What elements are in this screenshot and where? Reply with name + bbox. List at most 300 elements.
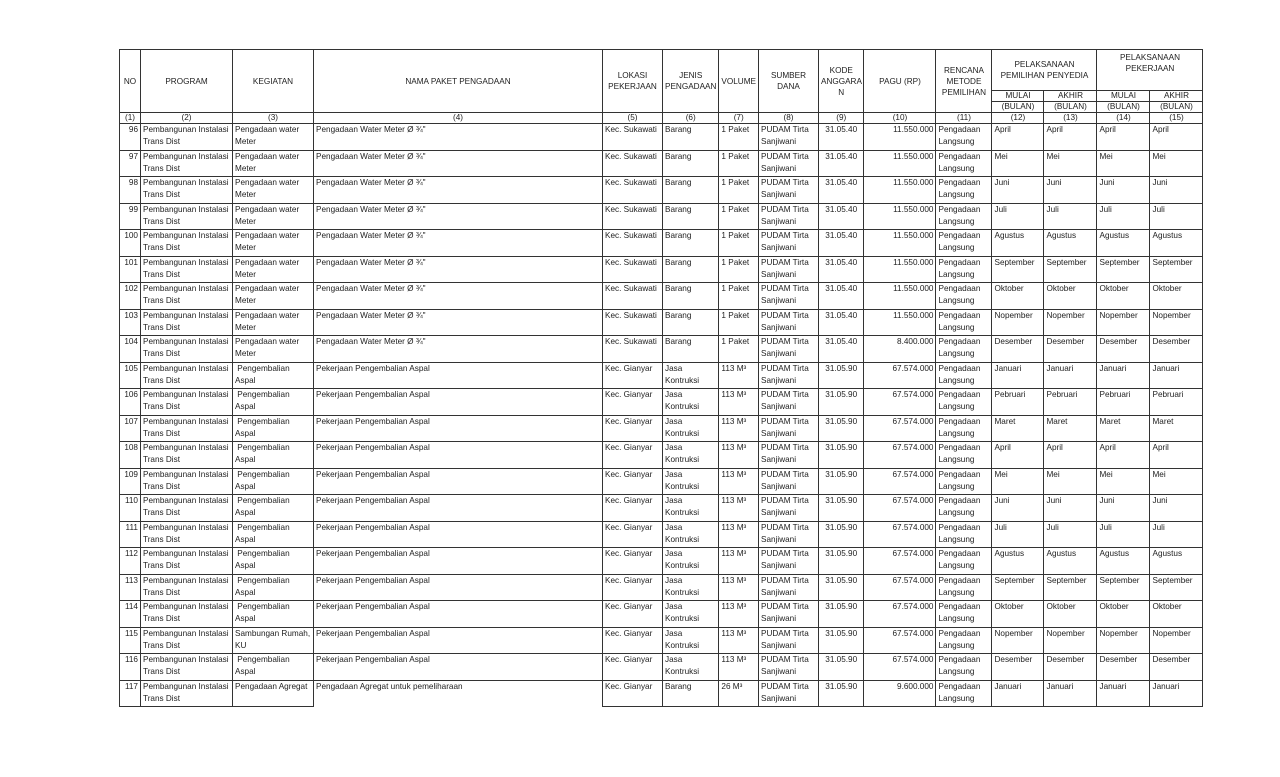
row-mulai-pekerjaan: Januari — [1097, 362, 1150, 389]
row-nama-paket: Pengadaan Water Meter Ø ¾" — [314, 256, 603, 283]
row-lokasi: Kec. Gianyar — [603, 680, 663, 707]
row-no: 103 — [120, 309, 141, 336]
row-mulai-pekerjaan: September — [1097, 256, 1150, 283]
row-nama-paket: Pengadaan Water Meter Ø ¾" — [314, 150, 603, 177]
row-jenis: Jasa Kontruksi — [663, 415, 719, 442]
row-pagu: 67.574.000 — [864, 654, 936, 681]
row-sumber-dana: PUDAM Tirta Sanjiwani — [758, 495, 818, 522]
row-kode-anggaran: 31.05.40 — [818, 283, 864, 310]
row-program: Pembangunan Instalasi Trans Dist — [141, 521, 233, 548]
row-lokasi: Kec. Gianyar — [603, 574, 663, 601]
row-kegiatan: Sambungan Rumah, KU — [233, 627, 314, 654]
row-nama-paket: Pengadaan Water Meter Ø ¾" — [314, 283, 603, 310]
row-mulai-pemilihan: Agustus — [992, 548, 1044, 575]
row-sumber-dana: PUDAM Tirta Sanjiwani — [758, 203, 818, 230]
row-nama-paket: Pekerjaan Pengembalian Aspal — [314, 601, 603, 628]
table-row — [120, 680, 1203, 707]
row-jenis: Jasa Kontruksi — [663, 442, 719, 469]
row-nama-paket: Pekerjaan Pengembalian Aspal — [314, 362, 603, 389]
row-kode-anggaran: 31.05.90 — [818, 442, 864, 469]
row-sumber-dana: PUDAM Tirta Sanjiwani — [758, 124, 818, 151]
row-pagu: 11.550.000 — [864, 203, 936, 230]
row-akhir-pekerjaan: Pebruari — [1150, 389, 1203, 416]
row-mulai-pekerjaan: Nopember — [1097, 309, 1150, 336]
row-kode-anggaran: 31.05.40 — [818, 177, 864, 204]
header-no: NO — [120, 50, 141, 113]
row-lokasi: Kec. Gianyar — [603, 442, 663, 469]
column-number: (13) — [1044, 113, 1097, 124]
row-lokasi: Kec. Gianyar — [603, 468, 663, 495]
row-mulai-pemilihan: Juni — [992, 177, 1044, 204]
row-kegiatan: Pengadaan Agregat — [233, 680, 314, 707]
row-mulai-pekerjaan: Januari — [1097, 680, 1150, 707]
row-volume: 113 M³ — [719, 654, 759, 681]
row-volume: 1 Paket — [719, 256, 759, 283]
row-nama-paket: Pekerjaan Pengembalian Aspal — [314, 627, 603, 654]
row-lokasi: Kec. Gianyar — [603, 654, 663, 681]
header-kode-anggaran: KODE ANGGARA N — [818, 50, 864, 113]
row-program: Pembangunan Instalasi Trans Dist — [141, 627, 233, 654]
header-pelaksanaan-pekerjaan: PELAKSANAAN PEKERJAAN — [1097, 50, 1203, 91]
row-volume: 1 Paket — [719, 230, 759, 257]
row-kode-anggaran: 31.05.40 — [818, 203, 864, 230]
row-metode: Pengadaan Langsung — [936, 336, 992, 363]
row-kode-anggaran: 31.05.90 — [818, 601, 864, 628]
row-volume: 113 M³ — [719, 442, 759, 469]
row-mulai-pemilihan: Oktober — [992, 283, 1044, 310]
row-akhir-pemilihan: Mei — [1044, 150, 1097, 177]
row-metode: Pengadaan Langsung — [936, 521, 992, 548]
row-metode: Pengadaan Langsung — [936, 256, 992, 283]
row-pagu: 11.550.000 — [864, 309, 936, 336]
row-program: Pembangunan Instalasi Trans Dist — [141, 362, 233, 389]
row-jenis: Barang — [663, 203, 719, 230]
row-mulai-pemilihan: Juli — [992, 203, 1044, 230]
row-akhir-pemilihan: Agustus — [1044, 230, 1097, 257]
row-mulai-pemilihan: Maret — [992, 415, 1044, 442]
row-nama-paket: Pengadaan Water Meter Ø ¾" — [314, 230, 603, 257]
row-lokasi: Kec. Gianyar — [603, 389, 663, 416]
row-volume: 1 Paket — [719, 309, 759, 336]
table-row — [120, 124, 1203, 151]
row-kode-anggaran: 31.05.90 — [818, 521, 864, 548]
row-kegiatan: Pengembalian Aspal — [233, 495, 314, 522]
row-akhir-pemilihan: Nopember — [1044, 309, 1097, 336]
row-metode: Pengadaan Langsung — [936, 124, 992, 151]
row-akhir-pekerjaan: Juni — [1150, 495, 1203, 522]
row-kode-anggaran: 31.05.40 — [818, 150, 864, 177]
row-mulai-pekerjaan: Juni — [1097, 177, 1150, 204]
row-mulai-pemilihan: Oktober — [992, 601, 1044, 628]
row-akhir-pekerjaan: Oktober — [1150, 283, 1203, 310]
row-akhir-pemilihan: Pebruari — [1044, 389, 1097, 416]
row-lokasi: Kec. Gianyar — [603, 362, 663, 389]
row-jenis: Barang — [663, 283, 719, 310]
row-pagu: 67.574.000 — [864, 601, 936, 628]
header-mulai-pemilihan: MULAI — [992, 91, 1044, 102]
row-volume: 1 Paket — [719, 203, 759, 230]
column-number: (10) — [864, 113, 936, 124]
row-volume: 1 Paket — [719, 283, 759, 310]
row-program: Pembangunan Instalasi Trans Dist — [141, 150, 233, 177]
row-mulai-pemilihan: Desember — [992, 336, 1044, 363]
row-lokasi: Kec. Sukawati — [603, 336, 663, 363]
row-lokasi: Kec. Sukawati — [603, 177, 663, 204]
row-sumber-dana: PUDAM Tirta Sanjiwani — [758, 627, 818, 654]
row-sumber-dana: PUDAM Tirta Sanjiwani — [758, 574, 818, 601]
row-mulai-pemilihan: September — [992, 574, 1044, 601]
row-mulai-pekerjaan: Mei — [1097, 150, 1150, 177]
row-program: Pembangunan Instalasi Trans Dist — [141, 654, 233, 681]
row-no: 96 — [120, 124, 141, 151]
row-sumber-dana: PUDAM Tirta Sanjiwani — [758, 230, 818, 257]
column-number: (15) — [1150, 113, 1203, 124]
header-pelaksanaan-pemilihan: PELAKSANAAN PEMILIHAN PENYEDIA — [992, 50, 1097, 91]
row-mulai-pekerjaan: Oktober — [1097, 601, 1150, 628]
row-program: Pembangunan Instalasi Trans Dist — [141, 203, 233, 230]
header-bulan: (BULAN) — [1097, 102, 1150, 113]
row-pagu: 67.574.000 — [864, 389, 936, 416]
row-jenis: Barang — [663, 256, 719, 283]
row-pagu: 67.574.000 — [864, 362, 936, 389]
row-sumber-dana: PUDAM Tirta Sanjiwani — [758, 336, 818, 363]
row-program: Pembangunan Instalasi Trans Dist — [141, 177, 233, 204]
row-volume: 113 M³ — [719, 627, 759, 654]
column-number: (2) — [141, 113, 233, 124]
row-metode: Pengadaan Langsung — [936, 680, 992, 707]
header-volume: VOLUME — [719, 50, 759, 113]
row-volume: 113 M³ — [719, 495, 759, 522]
row-pagu: 67.574.000 — [864, 495, 936, 522]
row-mulai-pemilihan: Juli — [992, 521, 1044, 548]
row-sumber-dana: PUDAM Tirta Sanjiwani — [758, 283, 818, 310]
row-nama-paket: Pengadaan Water Meter Ø ¾" — [314, 177, 603, 204]
row-akhir-pekerjaan: Juni — [1150, 177, 1203, 204]
row-metode: Pengadaan Langsung — [936, 495, 992, 522]
row-volume: 1 Paket — [719, 150, 759, 177]
table-row — [120, 442, 1203, 469]
table-row — [120, 654, 1203, 681]
row-kegiatan: Pengembalian Aspal — [233, 389, 314, 416]
row-pagu: 67.574.000 — [864, 468, 936, 495]
row-akhir-pekerjaan: Maret — [1150, 415, 1203, 442]
table-row — [120, 336, 1203, 363]
row-nama-paket: Pengadaan Water Meter Ø ¾" — [314, 336, 603, 363]
row-nama-paket: Pengadaan Water Meter Ø ¾" — [314, 309, 603, 336]
row-no: 97 — [120, 150, 141, 177]
row-mulai-pekerjaan: Juli — [1097, 203, 1150, 230]
row-kegiatan: Pengembalian Aspal — [233, 362, 314, 389]
row-jenis: Jasa Kontruksi — [663, 627, 719, 654]
header-jenis: JENIS PENGADAAN — [663, 50, 719, 113]
row-metode: Pengadaan Langsung — [936, 283, 992, 310]
row-jenis: Barang — [663, 309, 719, 336]
row-no: 104 — [120, 336, 141, 363]
row-kegiatan: Pengadaan water Meter — [233, 283, 314, 310]
row-no: 101 — [120, 256, 141, 283]
row-akhir-pemilihan: Nopember — [1044, 627, 1097, 654]
row-akhir-pemilihan: Juni — [1044, 177, 1097, 204]
row-jenis: Jasa Kontruksi — [663, 574, 719, 601]
column-number: (1) — [120, 113, 141, 124]
row-mulai-pemilihan: April — [992, 442, 1044, 469]
row-jenis: Jasa Kontruksi — [663, 389, 719, 416]
row-jenis: Jasa Kontruksi — [663, 654, 719, 681]
row-kode-anggaran: 31.05.40 — [818, 124, 864, 151]
row-jenis: Barang — [663, 680, 719, 707]
row-metode: Pengadaan Langsung — [936, 442, 992, 469]
row-akhir-pemilihan: Desember — [1044, 654, 1097, 681]
row-kegiatan: Pengadaan water Meter — [233, 309, 314, 336]
header-pagu: PAGU (RP) — [864, 50, 936, 113]
row-lokasi: Kec. Gianyar — [603, 627, 663, 654]
row-volume: 1 Paket — [719, 336, 759, 363]
row-akhir-pemilihan: Januari — [1044, 680, 1097, 707]
row-kegiatan: Pengembalian Aspal — [233, 468, 314, 495]
row-no: 102 — [120, 283, 141, 310]
row-jenis: Jasa Kontruksi — [663, 468, 719, 495]
row-mulai-pemilihan: Nopember — [992, 309, 1044, 336]
row-pagu: 11.550.000 — [864, 124, 936, 151]
row-mulai-pekerjaan: Juli — [1097, 521, 1150, 548]
row-volume: 113 M³ — [719, 548, 759, 575]
row-program: Pembangunan Instalasi Trans Dist — [141, 309, 233, 336]
column-number: (7) — [719, 113, 759, 124]
row-nama-paket: Pekerjaan Pengembalian Aspal — [314, 495, 603, 522]
row-nama-paket: Pengadaan Water Meter Ø ¾" — [314, 124, 603, 151]
row-akhir-pekerjaan: April — [1150, 124, 1203, 151]
row-program: Pembangunan Instalasi Trans Dist — [141, 230, 233, 257]
row-metode: Pengadaan Langsung — [936, 574, 992, 601]
row-sumber-dana: PUDAM Tirta Sanjiwani — [758, 150, 818, 177]
row-mulai-pemilihan: Januari — [992, 362, 1044, 389]
row-volume: 113 M³ — [719, 362, 759, 389]
row-mulai-pekerjaan: Oktober — [1097, 283, 1150, 310]
row-metode: Pengadaan Langsung — [936, 654, 992, 681]
row-kode-anggaran: 31.05.90 — [818, 548, 864, 575]
header-rencana-metode: RENCANA METODE PEMILIHAN — [936, 50, 992, 113]
row-nama-paket: Pekerjaan Pengembalian Aspal — [314, 442, 603, 469]
row-jenis: Jasa Kontruksi — [663, 495, 719, 522]
row-kegiatan: Pengadaan water Meter — [233, 203, 314, 230]
row-kode-anggaran: 31.05.90 — [818, 680, 864, 707]
row-sumber-dana: PUDAM Tirta Sanjiwani — [758, 521, 818, 548]
row-lokasi: Kec. Sukawati — [603, 256, 663, 283]
row-mulai-pemilihan: April — [992, 124, 1044, 151]
row-mulai-pemilihan: Mei — [992, 150, 1044, 177]
table-row — [120, 495, 1203, 522]
row-kegiatan: Pengadaan water Meter — [233, 150, 314, 177]
row-mulai-pekerjaan: September — [1097, 574, 1150, 601]
header-bulan: (BULAN) — [1150, 102, 1203, 113]
row-metode: Pengadaan Langsung — [936, 177, 992, 204]
row-pagu: 67.574.000 — [864, 442, 936, 469]
row-kode-anggaran: 31.05.40 — [818, 309, 864, 336]
row-lokasi: Kec. Sukawati — [603, 283, 663, 310]
row-lokasi: Kec. Sukawati — [603, 150, 663, 177]
row-volume: 26 M³ — [719, 680, 759, 707]
row-mulai-pekerjaan: Agustus — [1097, 230, 1150, 257]
header-program: PROGRAM — [141, 50, 233, 113]
row-metode: Pengadaan Langsung — [936, 415, 992, 442]
row-mulai-pekerjaan: April — [1097, 442, 1150, 469]
row-pagu: 11.550.000 — [864, 150, 936, 177]
row-kode-anggaran: 31.05.90 — [818, 468, 864, 495]
row-pagu: 11.550.000 — [864, 177, 936, 204]
table-row — [120, 574, 1203, 601]
row-jenis: Barang — [663, 336, 719, 363]
table-row — [120, 203, 1203, 230]
row-metode: Pengadaan Langsung — [936, 627, 992, 654]
row-sumber-dana: PUDAM Tirta Sanjiwani — [758, 256, 818, 283]
row-no: 116 — [120, 654, 141, 681]
row-volume: 113 M³ — [719, 601, 759, 628]
row-akhir-pekerjaan: Oktober — [1150, 601, 1203, 628]
row-pagu: 67.574.000 — [864, 521, 936, 548]
table-row — [120, 415, 1203, 442]
row-volume: 113 M³ — [719, 574, 759, 601]
row-no: 115 — [120, 627, 141, 654]
row-mulai-pekerjaan: Mei — [1097, 468, 1150, 495]
table-row — [120, 150, 1203, 177]
row-sumber-dana: PUDAM Tirta Sanjiwani — [758, 389, 818, 416]
row-mulai-pemilihan: Pebruari — [992, 389, 1044, 416]
row-akhir-pekerjaan: Desember — [1150, 654, 1203, 681]
table-row — [120, 468, 1203, 495]
header-akhir-pemilihan: AKHIR — [1044, 91, 1097, 102]
row-no: 100 — [120, 230, 141, 257]
row-pagu: 11.550.000 — [864, 256, 936, 283]
row-akhir-pemilihan: Oktober — [1044, 283, 1097, 310]
row-akhir-pemilihan: Juli — [1044, 203, 1097, 230]
column-number: (9) — [818, 113, 864, 124]
row-pagu: 11.550.000 — [864, 230, 936, 257]
row-lokasi: Kec. Gianyar — [603, 601, 663, 628]
row-no: 111 — [120, 521, 141, 548]
row-no: 110 — [120, 495, 141, 522]
row-akhir-pekerjaan: Juli — [1150, 203, 1203, 230]
row-pagu: 67.574.000 — [864, 548, 936, 575]
row-sumber-dana: PUDAM Tirta Sanjiwani — [758, 601, 818, 628]
row-kode-anggaran: 31.05.40 — [818, 336, 864, 363]
row-lokasi: Kec. Sukawati — [603, 124, 663, 151]
row-jenis: Barang — [663, 177, 719, 204]
row-kode-anggaran: 31.05.40 — [818, 230, 864, 257]
row-sumber-dana: PUDAM Tirta Sanjiwani — [758, 177, 818, 204]
row-kode-anggaran: 31.05.90 — [818, 495, 864, 522]
column-number: (5) — [603, 113, 663, 124]
row-nama-paket: Pekerjaan Pengembalian Aspal — [314, 521, 603, 548]
row-program: Pembangunan Instalasi Trans Dist — [141, 283, 233, 310]
row-akhir-pekerjaan: Nopember — [1150, 309, 1203, 336]
row-sumber-dana: PUDAM Tirta Sanjiwani — [758, 442, 818, 469]
row-lokasi: Kec. Gianyar — [603, 415, 663, 442]
row-kode-anggaran: 31.05.90 — [818, 415, 864, 442]
row-sumber-dana: PUDAM Tirta Sanjiwani — [758, 680, 818, 707]
row-mulai-pemilihan: Agustus — [992, 230, 1044, 257]
row-kode-anggaran: 31.05.90 — [818, 574, 864, 601]
row-no: 105 — [120, 362, 141, 389]
row-volume: 113 M³ — [719, 389, 759, 416]
row-metode: Pengadaan Langsung — [936, 203, 992, 230]
row-mulai-pemilihan: Mei — [992, 468, 1044, 495]
row-jenis: Jasa Kontruksi — [663, 601, 719, 628]
table-row — [120, 362, 1203, 389]
row-metode: Pengadaan Langsung — [936, 389, 992, 416]
table-row — [120, 601, 1203, 628]
row-metode: Pengadaan Langsung — [936, 230, 992, 257]
row-sumber-dana: PUDAM Tirta Sanjiwani — [758, 362, 818, 389]
row-kegiatan: Pengembalian Aspal — [233, 574, 314, 601]
header-kegiatan: KEGIATAN — [233, 50, 314, 113]
row-mulai-pemilihan: Juni — [992, 495, 1044, 522]
column-number: (3) — [233, 113, 314, 124]
row-pagu: 67.574.000 — [864, 415, 936, 442]
row-kegiatan: Pengembalian Aspal — [233, 415, 314, 442]
row-akhir-pemilihan: September — [1044, 256, 1097, 283]
row-akhir-pekerjaan: Januari — [1150, 362, 1203, 389]
column-number: (8) — [758, 113, 818, 124]
row-kegiatan: Pengembalian Aspal — [233, 548, 314, 575]
row-mulai-pekerjaan: Nopember — [1097, 627, 1150, 654]
table-row — [120, 521, 1203, 548]
row-akhir-pemilihan: April — [1044, 124, 1097, 151]
row-sumber-dana: PUDAM Tirta Sanjiwani — [758, 548, 818, 575]
row-program: Pembangunan Instalasi Trans Dist — [141, 601, 233, 628]
table-row — [120, 309, 1203, 336]
table-row — [120, 283, 1203, 310]
row-no: 98 — [120, 177, 141, 204]
row-jenis: Jasa Kontruksi — [663, 521, 719, 548]
row-nama-paket: Pekerjaan Pengembalian Aspal — [314, 654, 603, 681]
column-number: (11) — [936, 113, 992, 124]
table-row — [120, 389, 1203, 416]
row-akhir-pekerjaan: Agustus — [1150, 548, 1203, 575]
row-mulai-pekerjaan: Pebruari — [1097, 389, 1150, 416]
row-kegiatan: Pengadaan water Meter — [233, 256, 314, 283]
row-metode: Pengadaan Langsung — [936, 362, 992, 389]
row-kegiatan: Pengembalian Aspal — [233, 442, 314, 469]
row-akhir-pemilihan: Agustus — [1044, 548, 1097, 575]
row-kegiatan: Pengadaan water Meter — [233, 124, 314, 151]
row-akhir-pemilihan: Januari — [1044, 362, 1097, 389]
header-bulan: (BULAN) — [1044, 102, 1097, 113]
table-row — [120, 256, 1203, 283]
column-number: (12) — [992, 113, 1044, 124]
row-lokasi: Kec. Gianyar — [603, 495, 663, 522]
row-akhir-pekerjaan: Mei — [1150, 150, 1203, 177]
table-row — [120, 627, 1203, 654]
row-akhir-pekerjaan: Mei — [1150, 468, 1203, 495]
row-akhir-pemilihan: April — [1044, 442, 1097, 469]
row-sumber-dana: PUDAM Tirta Sanjiwani — [758, 415, 818, 442]
row-mulai-pemilihan: Desember — [992, 654, 1044, 681]
row-no: 113 — [120, 574, 141, 601]
row-mulai-pemilihan: Nopember — [992, 627, 1044, 654]
row-akhir-pekerjaan: Nopember — [1150, 627, 1203, 654]
row-kegiatan: Pengembalian Aspal — [233, 521, 314, 548]
column-number: (14) — [1097, 113, 1150, 124]
row-mulai-pekerjaan: Juni — [1097, 495, 1150, 522]
row-metode: Pengadaan Langsung — [936, 548, 992, 575]
row-metode: Pengadaan Langsung — [936, 468, 992, 495]
row-akhir-pemilihan: Mei — [1044, 468, 1097, 495]
row-jenis: Barang — [663, 124, 719, 151]
row-akhir-pemilihan: Oktober — [1044, 601, 1097, 628]
row-akhir-pemilihan: Juni — [1044, 495, 1097, 522]
row-akhir-pekerjaan: Januari — [1150, 680, 1203, 707]
header-bulan: (BULAN) — [992, 102, 1044, 113]
